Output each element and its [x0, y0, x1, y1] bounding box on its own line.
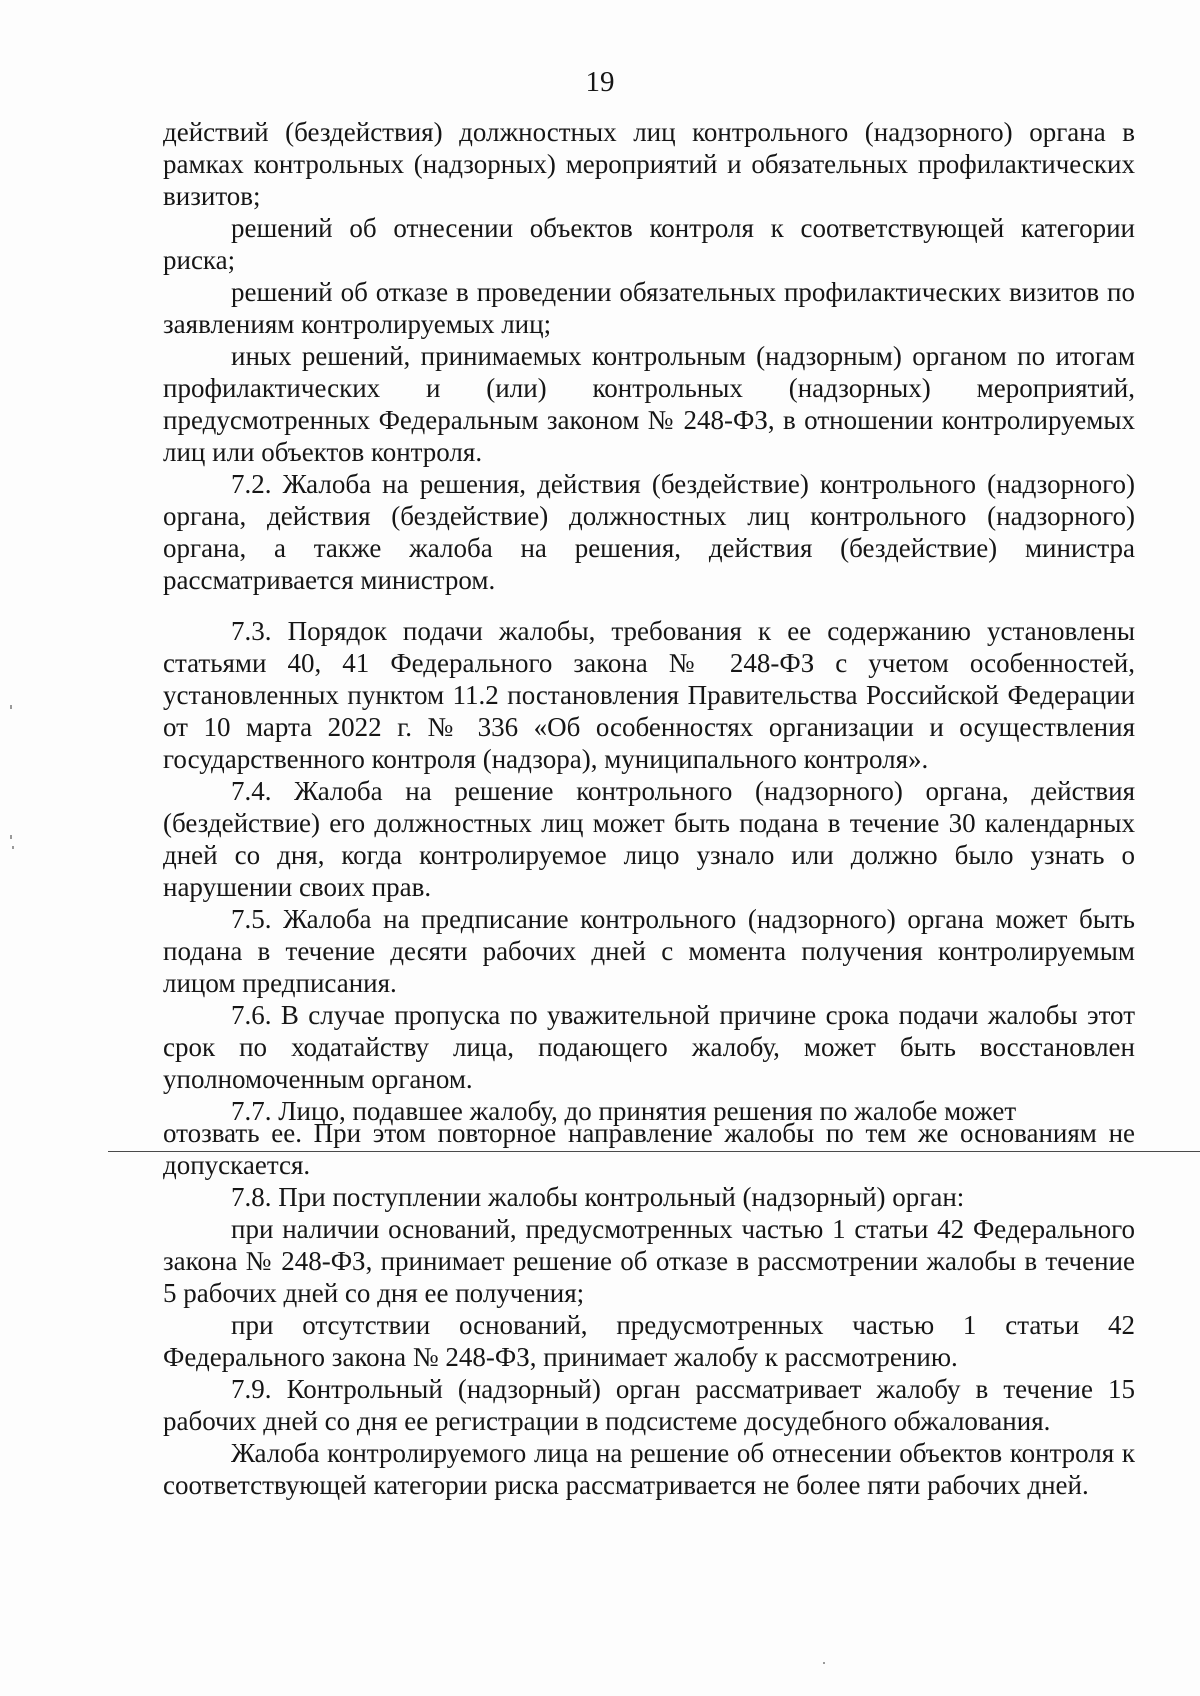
paragraph-7-7-start: 7.7. Лицо, подавшее жалобу, до принятия решения по жалобе может — [231, 1096, 1017, 1126]
text-block-bottom — [163, 1117, 1135, 1501]
paragraph-7-4: 7.4. Жалоба на решение контрольного (надзорного) органа, действия (бездействие) его должностных лиц может быть подана в течение 30 календарных дней со дня, когда контролируемое лицо узнало или должно было узнать о нарушении своих прав. — [163, 776, 1135, 902]
paragraph-7-8-acceptance: при отсутствии оснований, предусмотренных частью 1 статьи 42 Федерального закона № 248-ФЗ, принимает жалобу к рассмотрению. — [163, 1310, 1135, 1372]
paragraph-7-2: 7.2. Жалоба на решения, действия (бездействие) контрольного (надзорного) органа, действия (бездействие) должностных лиц контрольного (надзорного) органа, а также жалоба на решения, действия (бездействие) министра рассматривается министром. — [163, 469, 1135, 595]
paragraph-risk-complaint-term: Жалоба контролируемого лица на решение об отнесении объектов контроля к соответствующей категории риска рассматривается не более пяти рабочих дней. — [163, 1438, 1135, 1500]
paragraph-7-5: 7.5. Жалоба на предписание контрольного (надзорного) органа может быть подана в течение десяти рабочих дней с момента получения контролируемым лицом предписания. — [163, 904, 1135, 998]
paragraph-risk-category-decisions: решений об отнесении объектов контроля к соответствующей категории риска; — [163, 213, 1135, 275]
text-block-middle — [163, 615, 1135, 1127]
paragraph-7-9: 7.9. Контрольный (надзорный) орган рассматривает жалобу в течение 15 рабочих дней со дня ее регистрации в подсистеме досудебного обжалования. — [163, 1374, 1135, 1436]
paragraph-visit-refusal-decisions: решений об отказе в проведении обязательных профилактических визитов по заявлениям контролируемых лиц; — [163, 277, 1135, 339]
page-number: 19 — [585, 66, 615, 98]
text-block-top — [163, 116, 1135, 596]
paragraph-7-3: 7.3. Порядок подачи жалобы, требования к ее содержанию установлены статьями 40, 41 Федерального закона № 248-ФЗ с учетом особенностей, установленных пунктом 11.2 постановления Правительства Российской Федерации от 10 марта 2022 г. № 336 «Об особенностях организации и осуществления государственного контроля (надзора), муниципального контроля». — [163, 616, 1135, 774]
paragraph-7-8: 7.8. При поступлении жалобы контрольный (надзорный) орган: — [231, 1182, 965, 1212]
paragraph-other-decisions: иных решений, принимаемых контрольным (надзорным) органом по итогам профилактических и (или) контрольных (надзорных) мероприятий, предусмотренных Федеральным законом № 248-ФЗ, в отношении контролируемых лиц или объектов контроля. — [163, 341, 1135, 467]
paragraph-7-8-refusal: при наличии оснований, предусмотренных частью 1 статьи 42 Федерального закона № 248-ФЗ, принимает решение об отказе в рассмотрении жалобы в течение 5 рабочих дней со дня ее получения; — [163, 1214, 1135, 1308]
paragraph-7-6: 7.6. В случае пропуска по уважительной причине срока подачи жалобы этот срок по ходатайству лица, подающего жалобу, может быть восстановлен уполномоченным органом. — [163, 1000, 1135, 1094]
scan-speck — [823, 1662, 825, 1664]
paragraph-7-7-continued: отозвать ее. При этом повторное направление жалобы по тем же основаниям не допускается. — [163, 1118, 1135, 1180]
scan-speck — [10, 705, 12, 709]
scan-speck — [12, 846, 14, 849]
scan-speck — [10, 835, 12, 839]
paragraph-actions-continued: действий (бездействия) должностных лиц контрольного (надзорного) органа в рамках контрольных (надзорных) мероприятий и обязательных профилактических визитов; — [163, 117, 1135, 211]
